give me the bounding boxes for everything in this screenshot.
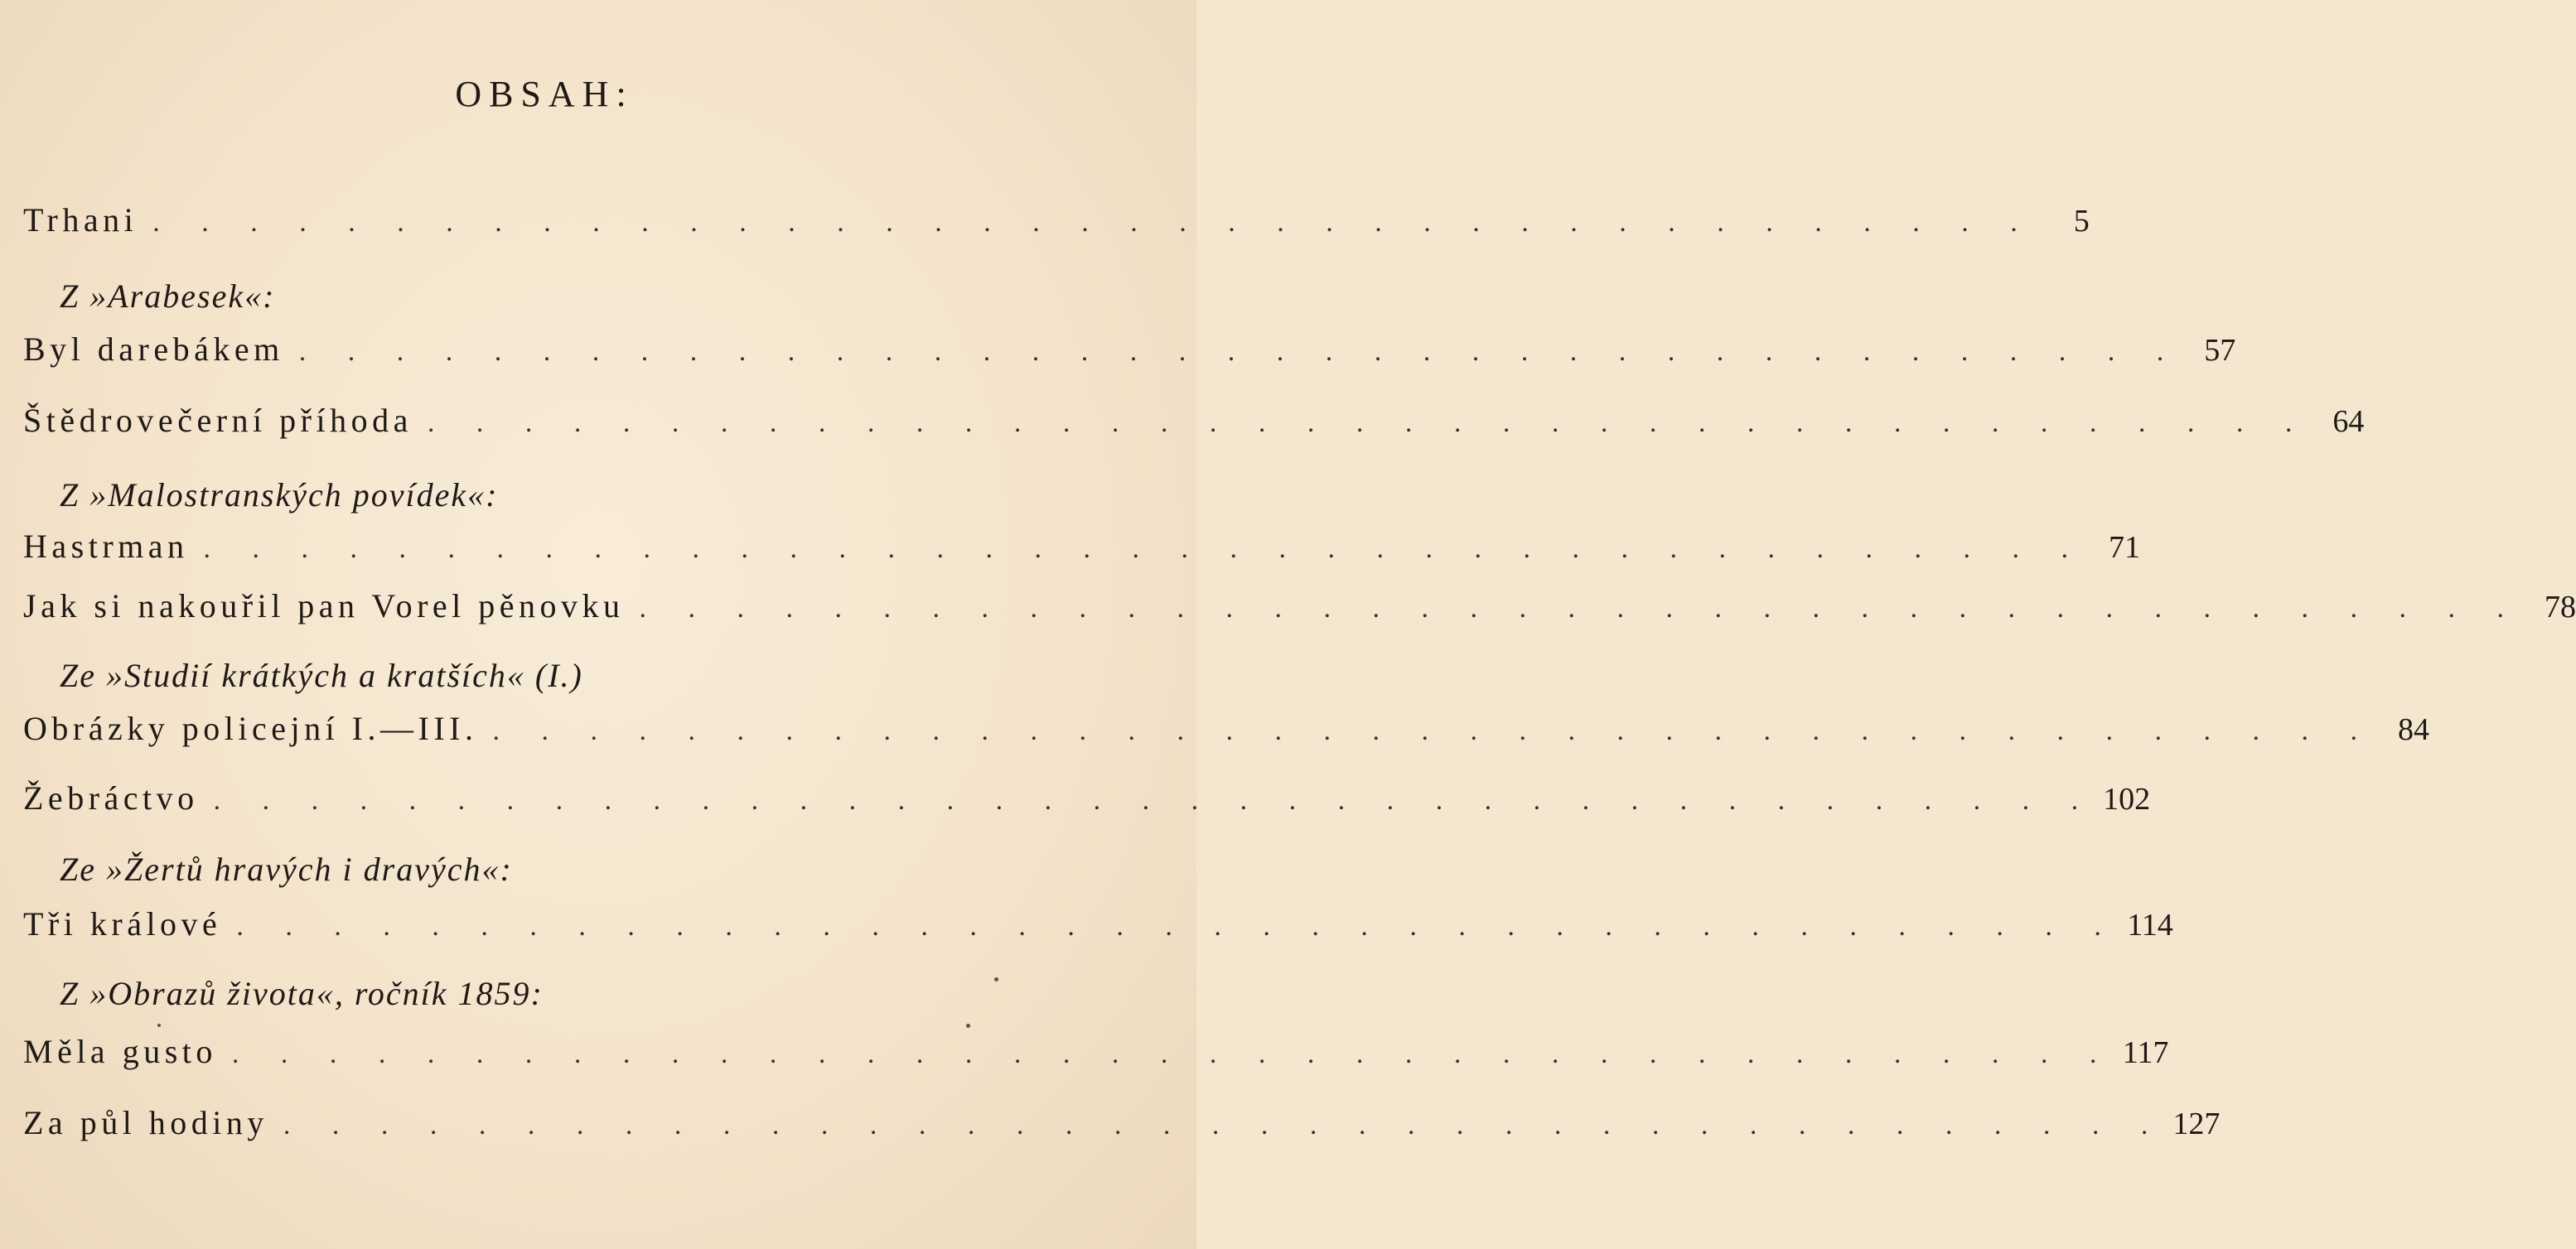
leader-dots: . . . . . . . . . . . . . . . . . . . . . . . . . . . . . . . . . . . . . . . <box>203 533 2086 564</box>
toc-entry <box>23 527 2141 566</box>
toc-entry-title: Tři králové <box>23 905 222 943</box>
toc-entry <box>23 904 2173 943</box>
leader-dots: . . . . . . . . . . . . . . . . . . . . . . . . . . . . . . . . . . . . . . . <box>427 407 2310 438</box>
toc-entry <box>23 586 2576 625</box>
toc-entry-page: 5 <box>2073 204 2090 239</box>
toc-section-heading: Ze »Žertů hravých i dravých«: <box>60 851 513 888</box>
toc-entry-page: 117 <box>2122 1035 2169 1070</box>
leader-dots: . . . . . . . . . . . . . . . . . . . . . . . . . . . . . . . . . . . . . . . <box>298 336 2182 367</box>
leader-dots: . . . . . . . . . . . . . . . . . . . . . . . . . . . . . . . . . . . . . . . <box>236 911 2119 942</box>
toc-entry <box>23 401 2365 440</box>
toc-entry-page: 78 <box>2545 590 2576 624</box>
toc-entry-title: Štědrovečerní příhoda <box>23 402 413 439</box>
paper-speck <box>157 1024 161 1027</box>
toc-entry-page: 57 <box>2204 333 2236 368</box>
leader-dots: . . . . . . . . . . . . . . . . . . . . . . . . . . . . . . . . . . . . . . . <box>231 1039 2114 1069</box>
leader-dots: . . . . . . . . . . . . . . . . . . . . . . . . . . . . . . . . . . . . . . . <box>492 716 2375 746</box>
toc-entry-title: Za půl hodiny <box>23 1104 268 1141</box>
toc-entry <box>23 200 2090 239</box>
toc-entry-page: 84 <box>2397 712 2429 747</box>
toc-section-heading: Ze »Studií krátkých a kratších« (I.) <box>60 657 583 694</box>
page-title: OBSAH: <box>455 74 634 114</box>
toc-entry-page: 64 <box>2332 404 2365 439</box>
toc-entry <box>23 330 2236 369</box>
leader-dots: . . . . . . . . . . . . . . . . . . . . . . . . . . . . . . . . . . . . . . . <box>283 1110 2166 1140</box>
toc-entry-page: 114 <box>2127 908 2173 943</box>
toc-entry-title: Žebráctvo <box>23 779 199 817</box>
toc-entry-title: Jak si nakouřil pan Vorel pěnovku <box>23 587 625 624</box>
toc-entry <box>23 709 2429 748</box>
toc-section-heading: Z »Malostranských povídek«: <box>60 476 499 514</box>
toc-section-heading: Z »Obrazů života«, ročník 1859: <box>60 975 544 1012</box>
toc-entry <box>23 1103 2221 1142</box>
toc-section-heading: Z »Arabesek«: <box>60 277 276 315</box>
paper-speck <box>994 977 998 981</box>
toc-entry-page: 102 <box>2103 782 2151 817</box>
toc-entry <box>23 1032 2169 1071</box>
toc-entry-title: Obrázky policejní I.—III. <box>23 710 478 747</box>
toc-entry-title: Hastrman <box>23 528 189 565</box>
leader-dots: . . . . . . . . . . . . . . . . . . . . . . . . . . . . . . . . . . . . . . . <box>639 593 2522 624</box>
leader-dots: . . . . . . . . . . . . . . . . . . . . . . . . . . . . . . . . . . . . . . . <box>152 207 2035 238</box>
toc-entry-page: 127 <box>2172 1107 2221 1141</box>
toc-entry-page: 71 <box>2109 530 2141 565</box>
leader-dots: . . . . . . . . . . . . . . . . . . . . . . . . . . . . . . . . . . . . . . . <box>213 785 2096 816</box>
toc-entry <box>23 779 2151 817</box>
toc-entry-title: Byl darebákem <box>23 330 284 368</box>
paper-speck <box>966 1024 970 1028</box>
toc-entry-title: Měla gusto <box>23 1033 217 1070</box>
toc-entry-title: Trhani <box>23 201 138 239</box>
